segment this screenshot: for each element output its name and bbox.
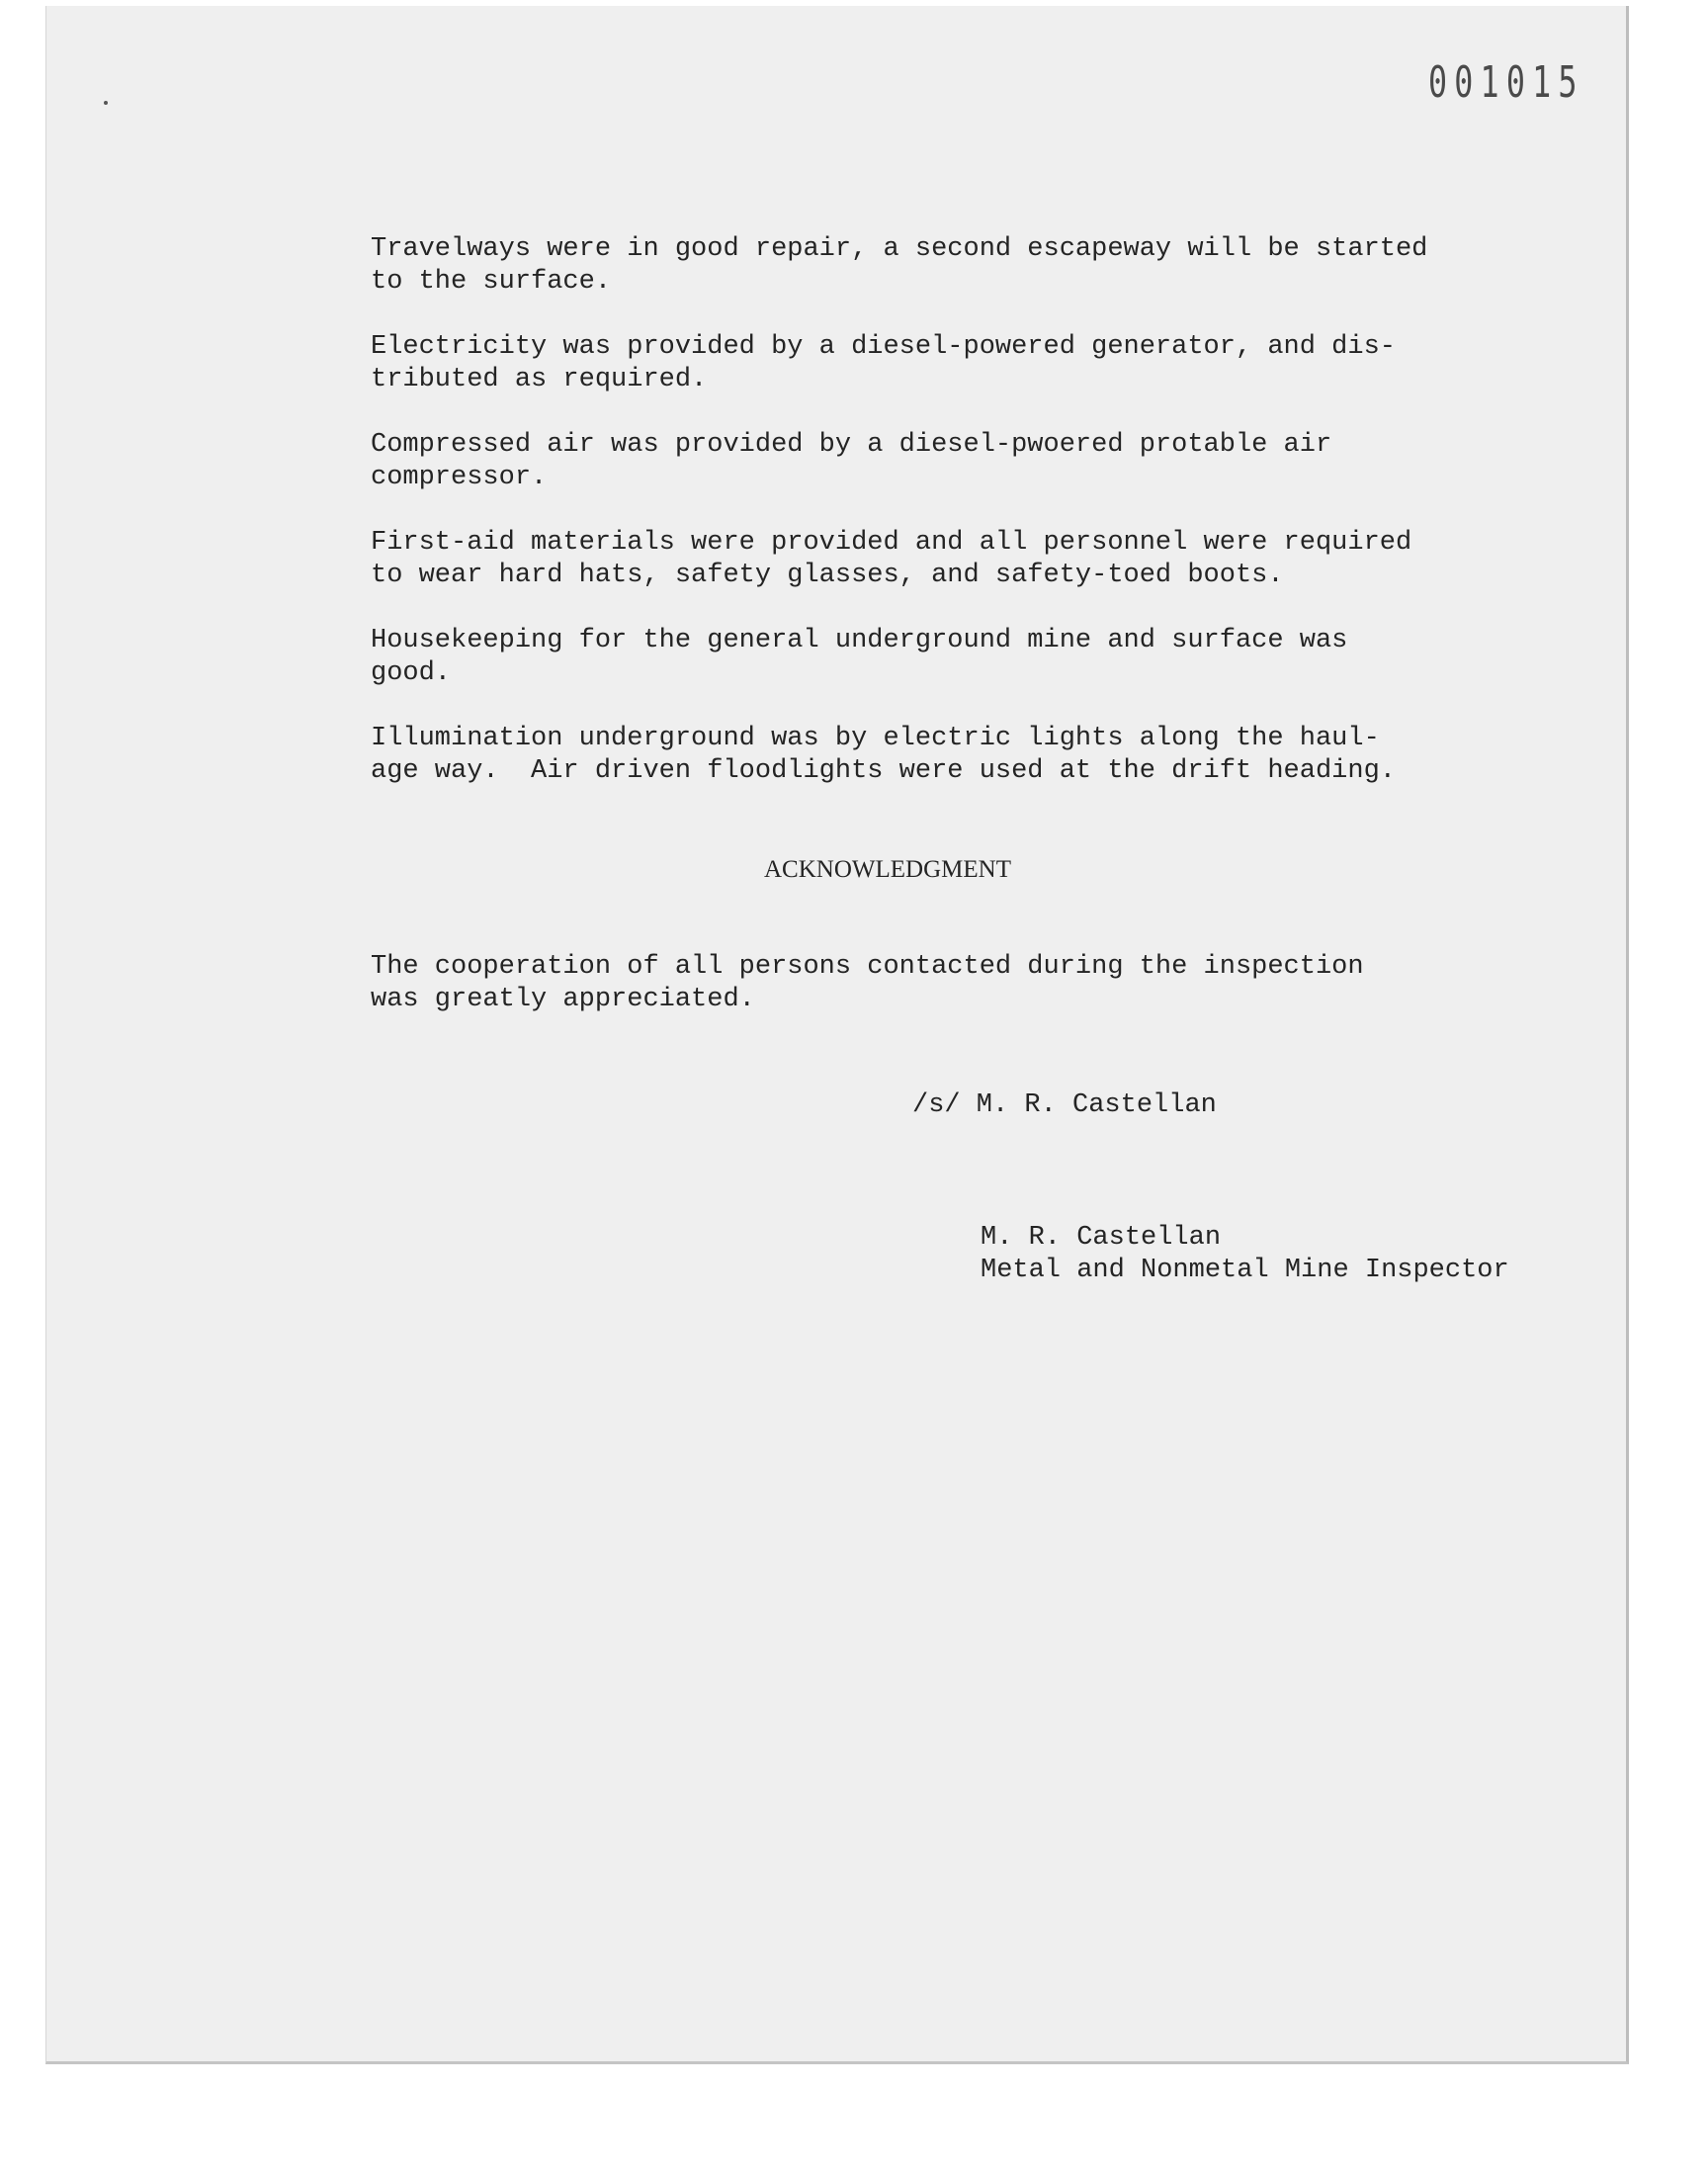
scan-speck xyxy=(104,101,108,105)
paragraph-electricity xyxy=(371,331,1478,396)
paragraph-line: to wear hard hats, safety glasses, and safety-toed boots. xyxy=(371,561,1284,590)
paragraph-illumination xyxy=(371,723,1478,788)
acknowledgment-heading: ACKNOWLEDGMENT xyxy=(764,856,1011,883)
document-body xyxy=(371,233,1478,1049)
page-number: 001015 xyxy=(1428,57,1584,108)
paragraph-line: Illumination underground was by electric lights along the haul- xyxy=(371,724,1380,753)
paragraph-compressed-air xyxy=(371,429,1478,494)
paragraph-line: The cooperation of all persons contacted during the inspection xyxy=(371,952,1364,982)
paragraph-housekeeping xyxy=(371,625,1478,690)
paragraph-travelways xyxy=(371,233,1478,299)
acknowledgment-paragraph xyxy=(371,951,1478,1016)
paragraph-first-aid xyxy=(371,527,1478,592)
paragraph-line: Travelways were in good repair, a second escapeway will be started xyxy=(371,234,1428,264)
signer-title: Metal and Nonmetal Mine Inspector xyxy=(981,1256,1509,1285)
signer-block xyxy=(981,1222,1509,1287)
paragraph-line: good. xyxy=(371,658,452,688)
paragraph-line: compressor. xyxy=(371,463,548,492)
signature-line: /s/ M. R. Castellan xyxy=(912,1090,1217,1120)
paragraph-line: was greatly appreciated. xyxy=(371,985,755,1014)
paragraph-line: First-aid materials were provided and all personnel were required xyxy=(371,528,1412,558)
paragraph-line: Housekeeping for the general underground mine and surface was xyxy=(371,626,1348,655)
paragraph-line: tributed as required. xyxy=(371,365,708,394)
paragraph-line: age way. Air driven floodlights were used at the drift heading. xyxy=(371,756,1396,786)
paragraph-line: to the surface. xyxy=(371,267,612,297)
signer-name: M. R. Castellan xyxy=(981,1223,1222,1253)
document-page xyxy=(45,6,1629,2064)
paragraph-line: Compressed air was provided by a diesel-pwoered protable air xyxy=(371,430,1332,460)
paragraph-line: Electricity was provided by a diesel-powered generator, and dis- xyxy=(371,332,1396,362)
